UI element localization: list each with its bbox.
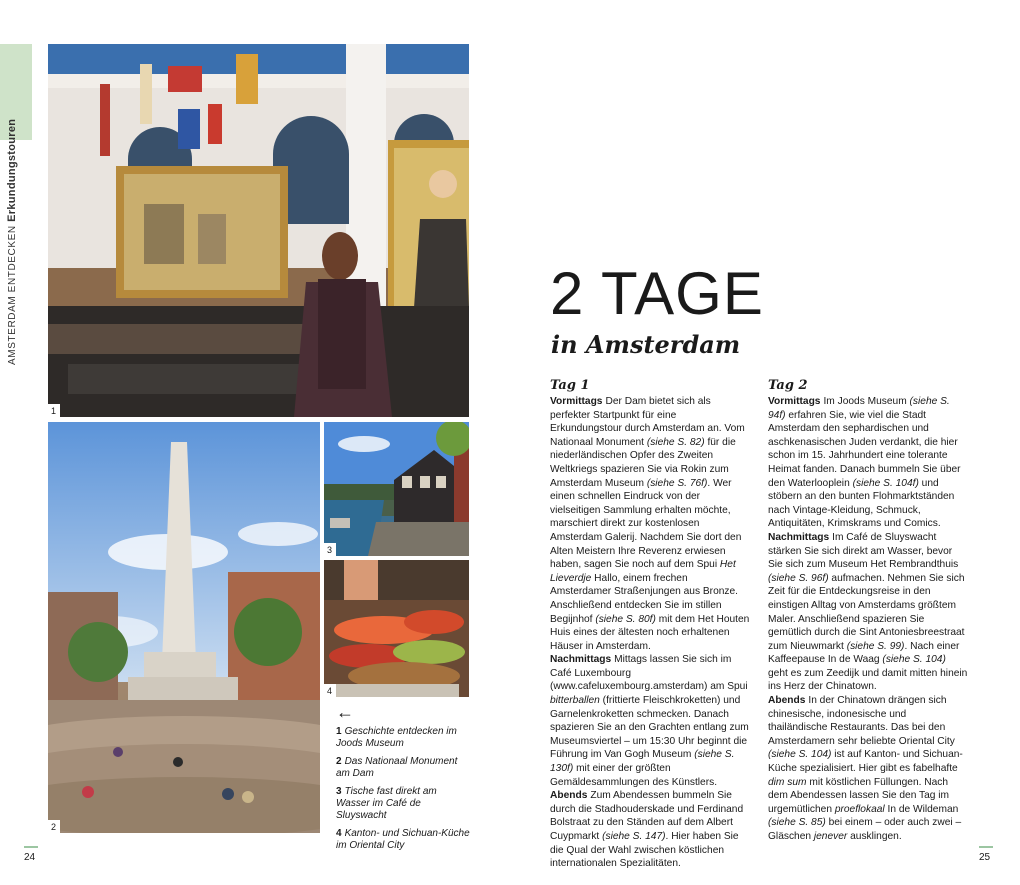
chapter-label: Erkundungstouren: [6, 118, 18, 222]
photo-captions: [336, 704, 471, 858]
day1-heading: Tag 1: [550, 378, 590, 393]
caption-item: 4 Kanton- und Sichuan-Küche im Oriental City: [336, 828, 470, 851]
museum-illustration: [48, 44, 469, 417]
photo-number: 3: [324, 543, 336, 556]
food-illustration: [324, 560, 469, 697]
caption-item: 1 Geschichte entdecken im Joods Museum: [336, 726, 457, 749]
canal-illustration: [324, 422, 469, 556]
photo-nationaal-monument: [48, 422, 320, 833]
day1-column: [550, 378, 750, 871]
day1-vormittags: Vormittags Der Dam bietet sich als perfekter Startpunkt für eine Erkundungstour durch Amsterdam an. Vom Nationaal Monument (siehe S. 82) für die niederländischen Opfer des Zweiten Weltkriegs spazieren Sie via Rokin zum Amsterdam Museum (siehe S. 76f). Wer einen schnellen Eindruck von der vielseitigen Sammlung erhalten möchte, marschiert direkt zur kostenlosen Amsterdam Galerij. Nachdem Sie dort den Alten Meistern Ihre Reverenz erwiesen haben, sagen Sie noch auf dem Spui Het Lieverdje Hallo, einem frechen Amsterdamer Straßenjungen aus Bronze. Anschließend entdecken Sie im stillen Begijnhof (siehe S. 80f) mit dem Het Houten Huis eines der ältesten noch erhaltenen Häuser in Amsterdam.: [550, 396, 750, 652]
page-subtitle: in Amsterdam: [551, 330, 741, 359]
page-number-left: 24: [24, 852, 36, 863]
day2-heading: Tag 2: [768, 378, 808, 393]
running-header: [6, 119, 18, 365]
day2-vormittags: Vormittags Im Joods Museum (siehe S. 94f) erfahren Sie, wie viel die Stadt Amsterdam den sephardischen und aschkenasischen Juden verdankt, die hier schon im 15. Jahrhundert eine tolerante Heimat fanden. Danach bummeln Sie über den Waterlooplein (siehe S. 104f) und stöbern an den bunten Flohmarktständen nach Vintage-Kleidung, Schmuck, Antiquitäten, Krimskrams und Comics.: [768, 396, 961, 530]
section-label: AMSTERDAM ENTDECKEN: [7, 225, 18, 365]
monument-illustration: [48, 422, 320, 833]
caption-item: 2 Das Nationaal Monument am Dam: [336, 756, 458, 779]
page-number-right: 25: [979, 852, 991, 863]
day2-nachmittags: Nachmittags Im Café de Sluyswacht stärken Sie sich direkt am Wasser, bevor Sie sich zum Museum Het Rembrandthuis (siehe S. 96f) aufmachen. Nehmen Sie sich Zeit für die Entdeckungsreise in den einstigen Alltag von Amsterdams größtem Maler. Anschließend spazieren Sie gemütlich durch die Sint Antoniesbreestraat zum Nieuwmarkt (siehe S. 99). Nach einer Kaffeepause In de Waag (siehe S. 104) geht es zum Zeedijk und damit mitten hinein ins Herz der Chinatown.: [768, 531, 968, 693]
page-title: 2 TAGE: [550, 260, 764, 327]
photo-cafe-sluyswacht: [324, 422, 469, 556]
day1-nachmittags: Nachmittags Mittags lassen Sie sich im Café Luxembourg (www.cafeluxembourg.amsterdam) am Spui bitterballen (frittierte Fleischkroketten) und Garnelenkroketten schmecken. Danach spazieren Sie an den Grachten entlang zum Museumsviertel – um 15:30 Uhr beginnt die Führung im Van Gogh Museum (siehe S. 130f) mit einer der größten Gemäldesammlungen des Künstlers.: [550, 654, 749, 788]
caption-item: 3 Tische fast direkt am Wasser im Café de Sluyswacht: [336, 786, 437, 821]
day1-abends: Abends Zum Abendessen bummeln Sie durch die Stadhouderskade und Ferdinand Bolstraat zu den Ständen auf dem Albert Cuypmarkt (siehe S. 147). Hier haben Sie die Qual der Wahl zwischen köstlichen internationalen Spezialitäten.: [550, 790, 744, 870]
day2-column: [768, 378, 968, 844]
day2-abends: Abends In der Chinatown drängen sich chinesische, indonesische und thailändische Restaurants. Das bei den Amsterdamern sehr beliebte Oriental City (siehe S. 104) ist auf Kanton- und Sichuan-Küche spezialisiert. Hier gibt es fabelhafte dim sum mit köstlichen Füllungen. Nach dem Abendessen lassen Sie den Tag im urgemütlichen proeflokaal In de Wildeman (siehe S. 85) bei einem – oder auch zwei – Gläschen jenever ausklingen.: [768, 695, 963, 842]
photo-joods-museum: [48, 44, 469, 417]
photo-number: 4: [324, 684, 336, 697]
photo-number: 1: [48, 404, 60, 417]
photo-oriental-city: [324, 560, 469, 697]
arrow-left-icon: ←: [336, 702, 354, 722]
page-number-rule-left: [24, 846, 38, 848]
photo-number: 2: [48, 820, 60, 833]
page-number-rule-right: [979, 846, 993, 848]
